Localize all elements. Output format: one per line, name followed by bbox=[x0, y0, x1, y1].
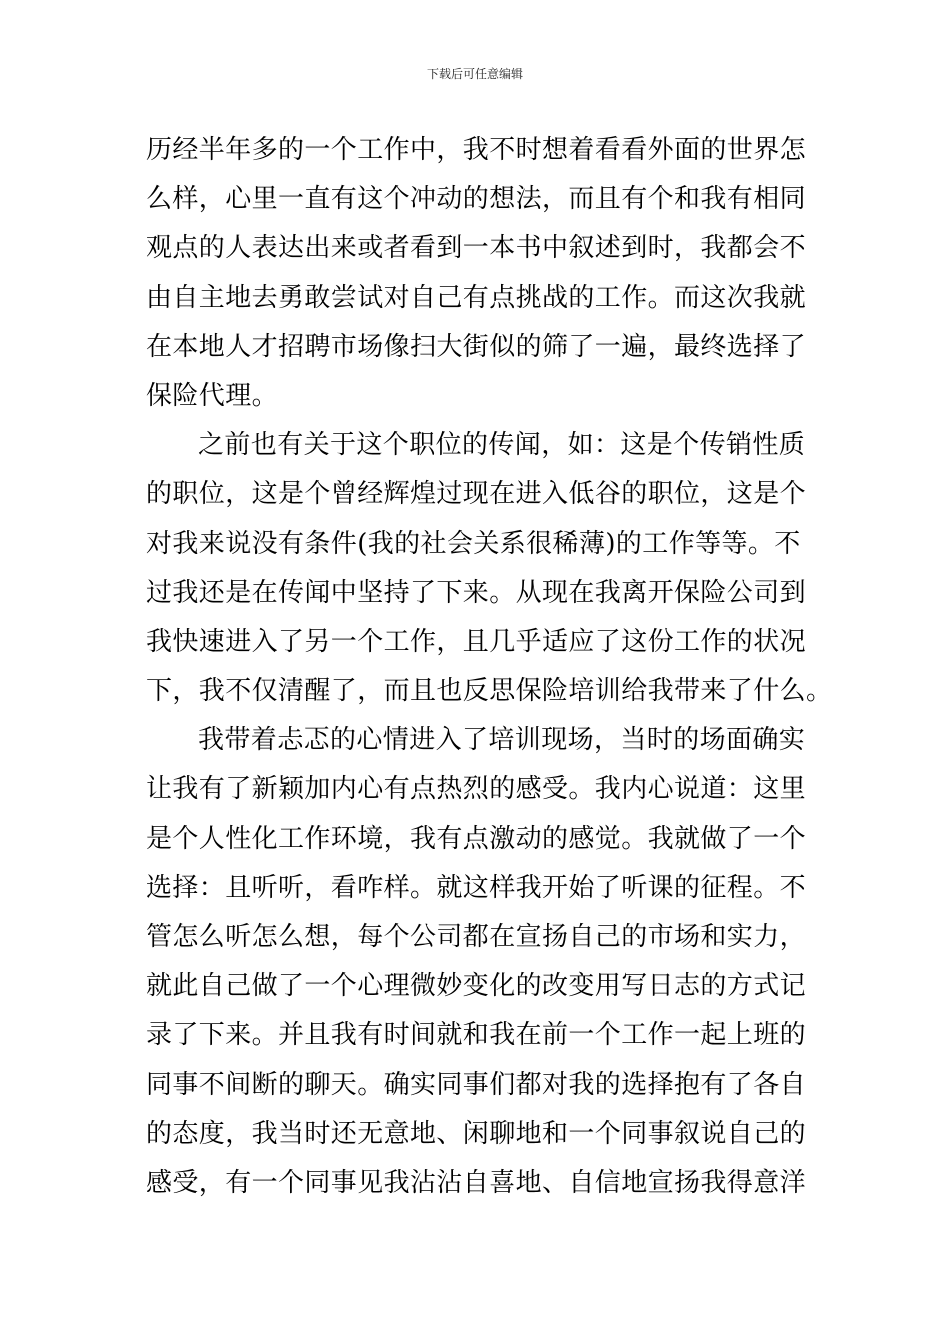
text-line: 么样，心里一直有这个冲动的想法，而且有个和我有相同 bbox=[146, 184, 807, 215]
text-line: 我快速进入了另一个工作，且几乎适应了这份工作的状况 bbox=[146, 626, 807, 657]
text-line: 观点的人表达出来或者看到一本书中叙述到时，我都会不 bbox=[146, 233, 807, 264]
text-line: 感受，有一个同事见我沾沾自喜地、自信地宣扬我得意洋 bbox=[146, 1167, 807, 1198]
text-line: 下，我不仅清醒了，而且也反思保险培训给我带来了什么。 bbox=[146, 676, 833, 707]
text-line: 之前也有关于这个职位的传闻，如：这是个传销性质 bbox=[198, 430, 806, 461]
text-line: 让我有了新颖加内心有点热烈的感受。我内心说道：这里 bbox=[146, 774, 807, 805]
text-line: 由自主地去勇敢尝试对自己有点挑战的工作。而这次我就 bbox=[146, 282, 807, 313]
text-line: 的职位，这是个曾经辉煌过现在进入低谷的职位，这是个 bbox=[146, 479, 807, 510]
text-line: 是个人性化工作环境，我有点激动的感觉。我就做了一个 bbox=[146, 823, 807, 854]
text-line: 历经半年多的一个工作中，我不时想着看看外面的世界怎 bbox=[146, 135, 807, 165]
text-line: 选择：且听听，看咋样。就这样我开始了听课的征程。不 bbox=[146, 872, 807, 903]
paragraph-3 bbox=[146, 720, 806, 1212]
text-line: 对我来说没有条件(我的社会关系很稀薄)的工作等等。不 bbox=[146, 528, 801, 559]
text-line: 录了下来。并且我有时间就和我在前一个工作一起上班的 bbox=[146, 1020, 807, 1051]
text-line: 我带着忐忑的心情进入了培训现场，当时的场面确实 bbox=[198, 725, 806, 756]
text-line: 就此自己做了一个心理微妙变化的改变用写日志的方式记 bbox=[146, 971, 807, 1002]
text-line: 的态度，我当时还无意地、闲聊地和一个同事叙说自己的 bbox=[146, 1118, 807, 1149]
paragraph-2 bbox=[146, 425, 833, 720]
text-line: 保险代理。 bbox=[146, 380, 279, 411]
text-line: 同事不间断的聊天。确实同事们都对我的选择抱有了各自 bbox=[146, 1069, 807, 1100]
paragraph-1 bbox=[146, 130, 806, 425]
text-line: 过我还是在传闻中坚持了下来。从现在我离开保险公司到 bbox=[146, 577, 807, 608]
document-body bbox=[146, 130, 833, 1212]
text-line: 管怎么听怎么想，每个公司都在宣扬自己的市场和实力， bbox=[146, 922, 807, 952]
page-header: 下载后可任意编辑 bbox=[426, 67, 523, 81]
text-line: 在本地人才招聘市场像扫大街似的筛了一遍，最终选择了 bbox=[146, 331, 807, 362]
